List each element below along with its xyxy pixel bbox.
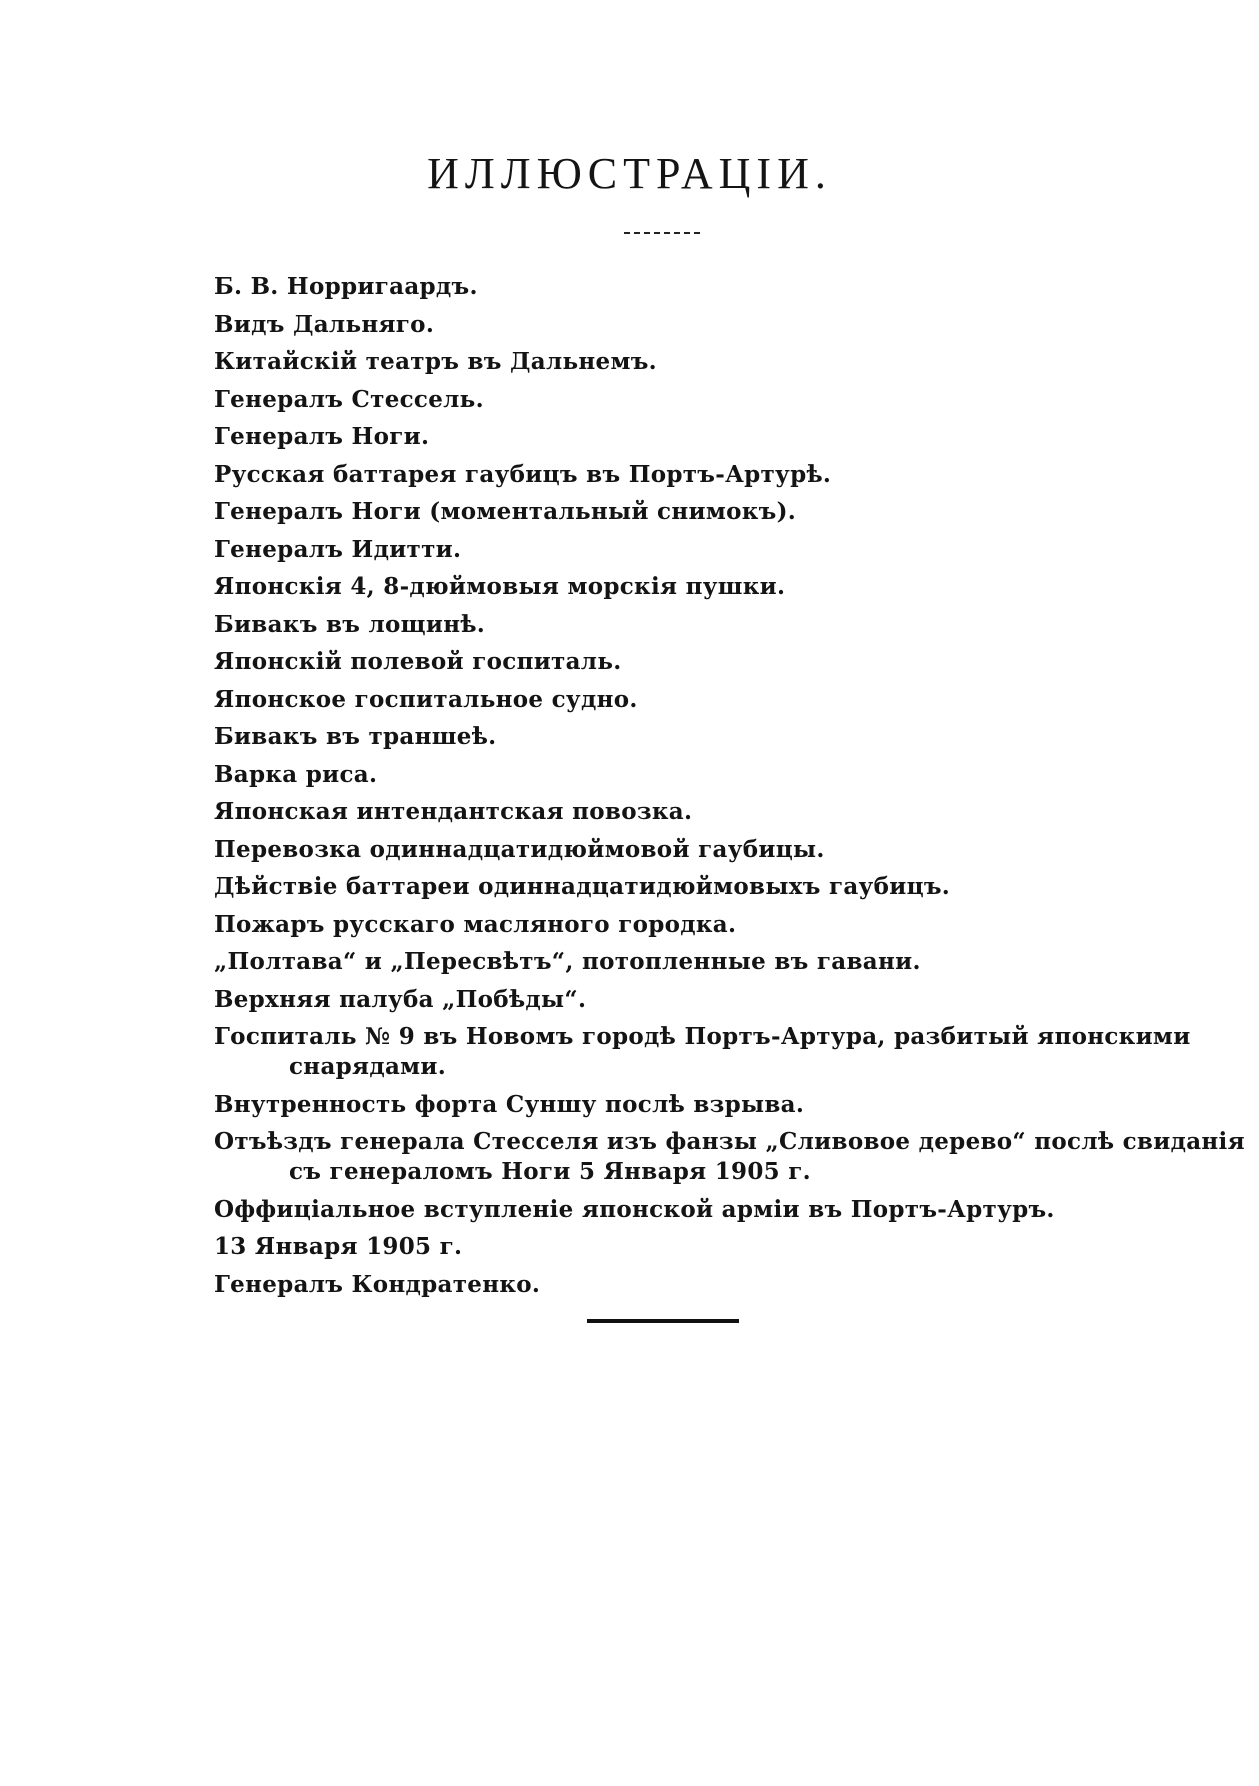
list-item-text: Перевозка одиннадцатидюймовой гаубицы. — [214, 835, 825, 863]
list-item-text: Варка риса. — [214, 760, 378, 788]
list-item-text: Генералъ Идитти. — [214, 535, 462, 563]
list-item-text: Японскій полевой госпиталь. — [214, 648, 622, 675]
list-item-text: Госпиталь № 9 въ Новомъ городѣ Портъ-Артура, разбитый японскими — [214, 1023, 1191, 1050]
list-item — [214, 456, 1144, 494]
list-item-text: Б. В. Норригаардъ. — [214, 273, 478, 300]
illustration-list — [214, 268, 1245, 1303]
title-divider — [624, 232, 700, 234]
page-title: ИЛЛЮСТРАЦІИ. — [427, 149, 832, 198]
list-item-text: Верхняя палуба „Побѣды“. — [214, 985, 587, 1013]
list-item — [214, 906, 1144, 944]
list-item — [214, 306, 1144, 344]
list-item-text: Внутренность форта Суншу послѣ взрыва. — [214, 1090, 805, 1118]
list-item — [214, 268, 1144, 306]
list-item-text: Видъ Дальняго. — [214, 310, 435, 338]
list-item-text: Генералъ Ноги. — [214, 423, 430, 450]
list-item — [214, 643, 1144, 681]
closing-rule — [587, 1319, 739, 1323]
list-item — [214, 868, 1144, 906]
list-item-text: Японская интендантская повозка. — [214, 798, 693, 825]
list-item — [214, 606, 1144, 644]
list-item-text: 13 Января 1905 г. — [214, 1233, 463, 1260]
list-item-text: Японскія 4, 8-дюймовыя морскія пушки. — [214, 573, 786, 600]
list-item — [214, 1086, 1144, 1124]
list-item — [214, 418, 1144, 456]
list-item-continuation: снарядами. — [289, 1052, 447, 1080]
list-item — [214, 568, 1144, 606]
list-item-text: Пожаръ русскаго масляного городка. — [214, 910, 737, 938]
list-item-text: Русская баттарея гаубицъ въ Портъ-Артурѣ. — [214, 460, 832, 488]
list-item-text: Генералъ Стессель. — [214, 385, 484, 413]
list-item — [214, 343, 1144, 381]
list-item — [214, 756, 1144, 794]
list-item — [214, 718, 1144, 756]
list-item — [214, 681, 1144, 719]
list-item — [214, 1266, 1144, 1304]
list-item-text: Дѣйствіе баттареи одиннадцатидюймовыхъ гаубицъ. — [214, 873, 951, 900]
list-item-text: Японское госпитальное судно. — [214, 685, 638, 713]
list-item — [214, 531, 1144, 569]
list-item — [214, 1123, 1245, 1187]
list-item — [214, 1228, 1144, 1266]
list-item-text: Бивакъ въ лощинѣ. — [214, 610, 486, 638]
list-item-text: Генералъ Кондратенко. — [214, 1270, 541, 1298]
list-item — [214, 381, 1144, 419]
list-item-text: „Полтава“ и „Пересвѣтъ“, потопленные въ гавани. — [214, 948, 921, 975]
list-item — [214, 981, 1144, 1019]
list-item — [214, 943, 1144, 981]
list-item — [214, 1191, 1144, 1229]
list-item — [214, 793, 1144, 831]
list-item-text: Отъѣздъ генерала Стесселя изъ фанзы „Сливовое дерево“ послѣ свиданія — [214, 1128, 1245, 1155]
list-item — [214, 831, 1144, 869]
list-item-continuation: съ генераломъ Ноги 5 Января 1905 г. — [289, 1157, 811, 1185]
list-item-text: Генералъ Ноги (моментальный снимокъ). — [214, 498, 797, 525]
list-item-text: Бивакъ въ траншеѣ. — [214, 723, 497, 750]
list-item — [214, 1018, 1191, 1082]
list-item-text: Оффиціальное вступленіе японской арміи въ Портъ-Артуръ. — [214, 1195, 1055, 1223]
list-item-text: Китайскій театръ въ Дальнемъ. — [214, 348, 657, 375]
list-item — [214, 493, 1144, 531]
